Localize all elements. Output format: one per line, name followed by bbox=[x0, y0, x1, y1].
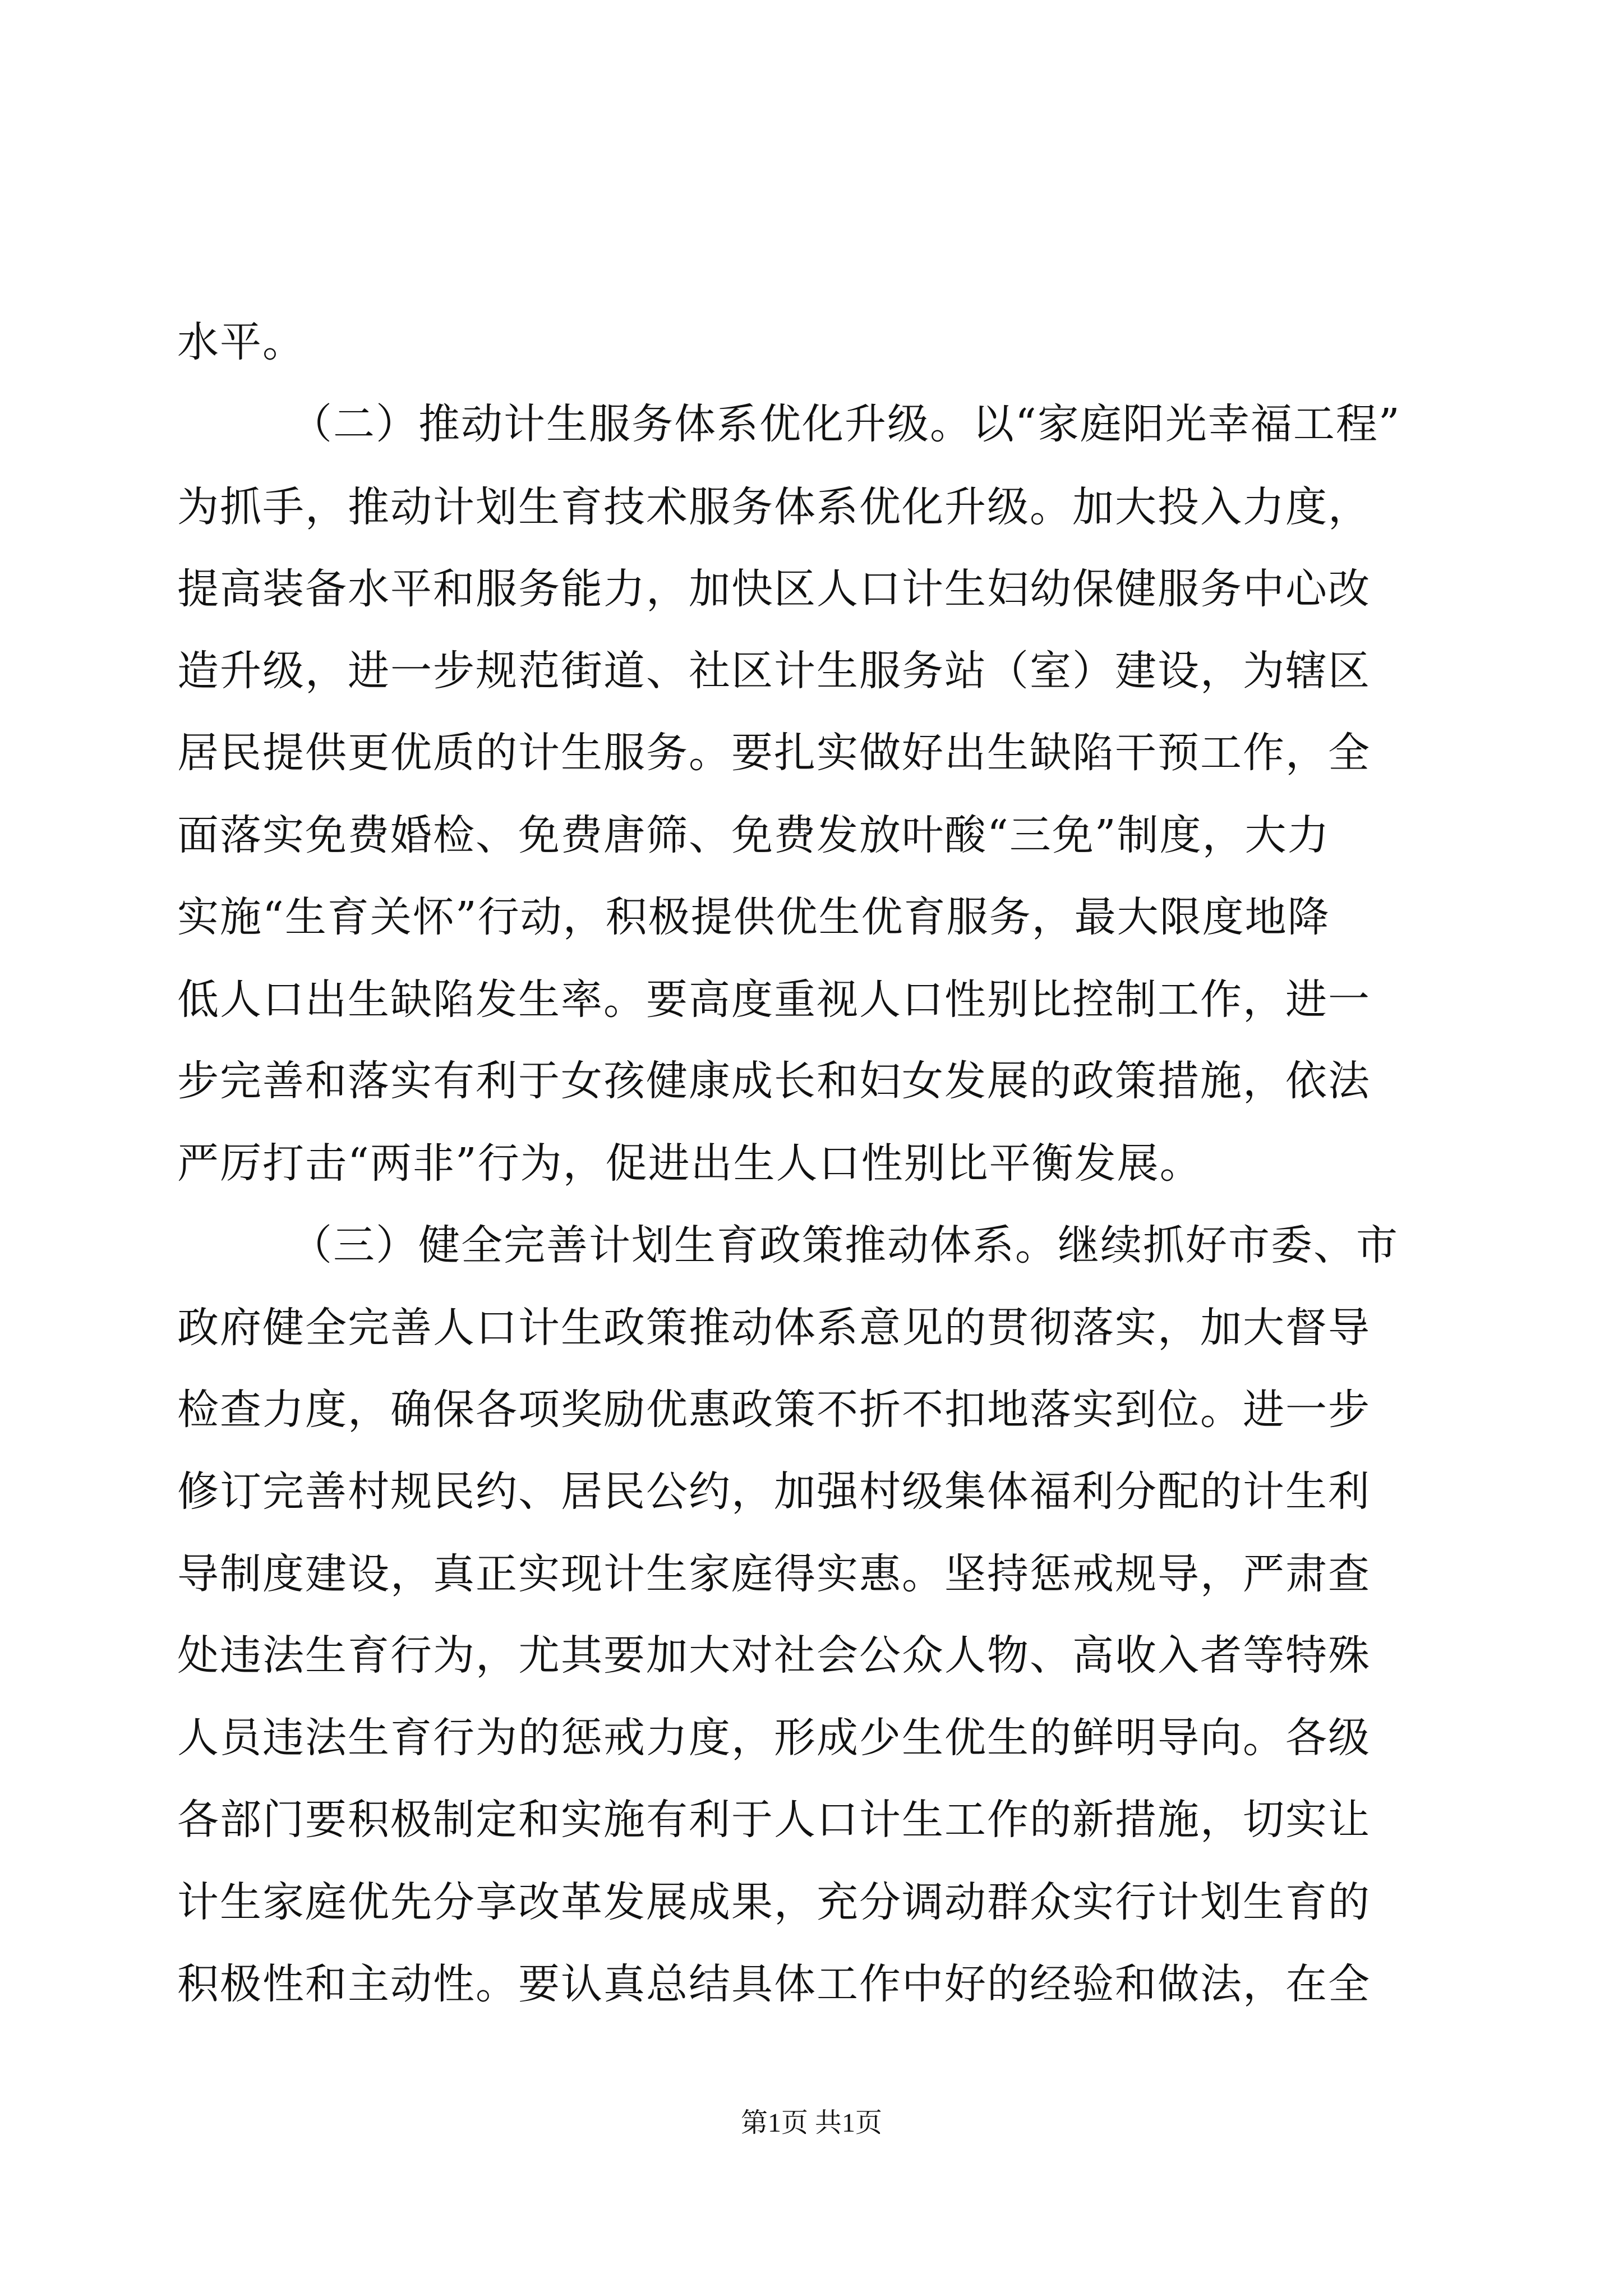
text-line: 居民提供更优质的计生服务。要扎实做好出生缺陷干预工作，全 bbox=[177, 729, 1371, 777]
text-line: 实施“生育关怀”行动，积极提供优生优育服务，最大限度地降 bbox=[177, 893, 1330, 941]
text-line: 积极性和主动性。要认真总结具体工作中好的经验和做法，在全 bbox=[177, 1960, 1371, 2008]
text-line: 修订完善村规民约、居民公约，加强村级集体福利分配的计生利 bbox=[177, 1467, 1371, 1516]
text-line: （二）推动计生服务体系优化升级。以“家庭阳光幸福工程” bbox=[291, 400, 1401, 448]
text-line: （三）健全完善计划生育政策推动体系。继续抓好市委、市 bbox=[291, 1221, 1399, 1269]
text-line: 导制度建设，真正实现计生家庭得实惠。坚持惩戒规导，严肃查 bbox=[177, 1550, 1371, 1598]
page-number-footer: 第1页 共1页 bbox=[740, 2108, 882, 2138]
text-line: 计生家庭优先分享改革发展成果，充分调动群众实行计划生育的 bbox=[177, 1878, 1371, 1926]
text-line: 检查力度，确保各项奖励优惠政策不折不扣地落实到位。进一步 bbox=[177, 1386, 1371, 1434]
text-line: 严厉打击“两非”行为，促进出生人口性别比平衡发展。 bbox=[177, 1139, 1202, 1188]
text-line: 为抓手，推动计划生育技术服务体系优化升级。加大投入力度， bbox=[177, 483, 1371, 531]
text-line: 人员违法生育行为的惩戒力度，形成少生优生的鲜明导向。各级 bbox=[177, 1714, 1371, 1762]
text-line: 低人口出生缺陷发生率。要高度重视人口性别比控制工作，进一 bbox=[177, 976, 1371, 1024]
text-line: 提高装备水平和服务能力，加快区人口计生妇幼保健服务中心改 bbox=[177, 565, 1371, 613]
text-line: 处违法生育行为，尤其要加大对社会公众人物、高收入者等特殊 bbox=[177, 1631, 1371, 1680]
text-line: 面落实免费婚检、免费唐筛、免费发放叶酸“三免”制度，大力 bbox=[177, 811, 1330, 859]
text-line: 政府健全完善人口计生政策推动体系意见的贯彻落实，加大督导 bbox=[177, 1304, 1371, 1352]
text-line: 造升级，进一步规范街道、社区计生服务站（室）建设，为辖区 bbox=[177, 647, 1371, 695]
text-line: 各部门要积极制定和实施有利于人口计生工作的新措施，切实让 bbox=[177, 1796, 1371, 1844]
text-line: 步完善和落实有利于女孩健康成长和妇女发展的政策措施，依法 bbox=[177, 1057, 1371, 1105]
text-line: 水平。 bbox=[177, 318, 305, 366]
